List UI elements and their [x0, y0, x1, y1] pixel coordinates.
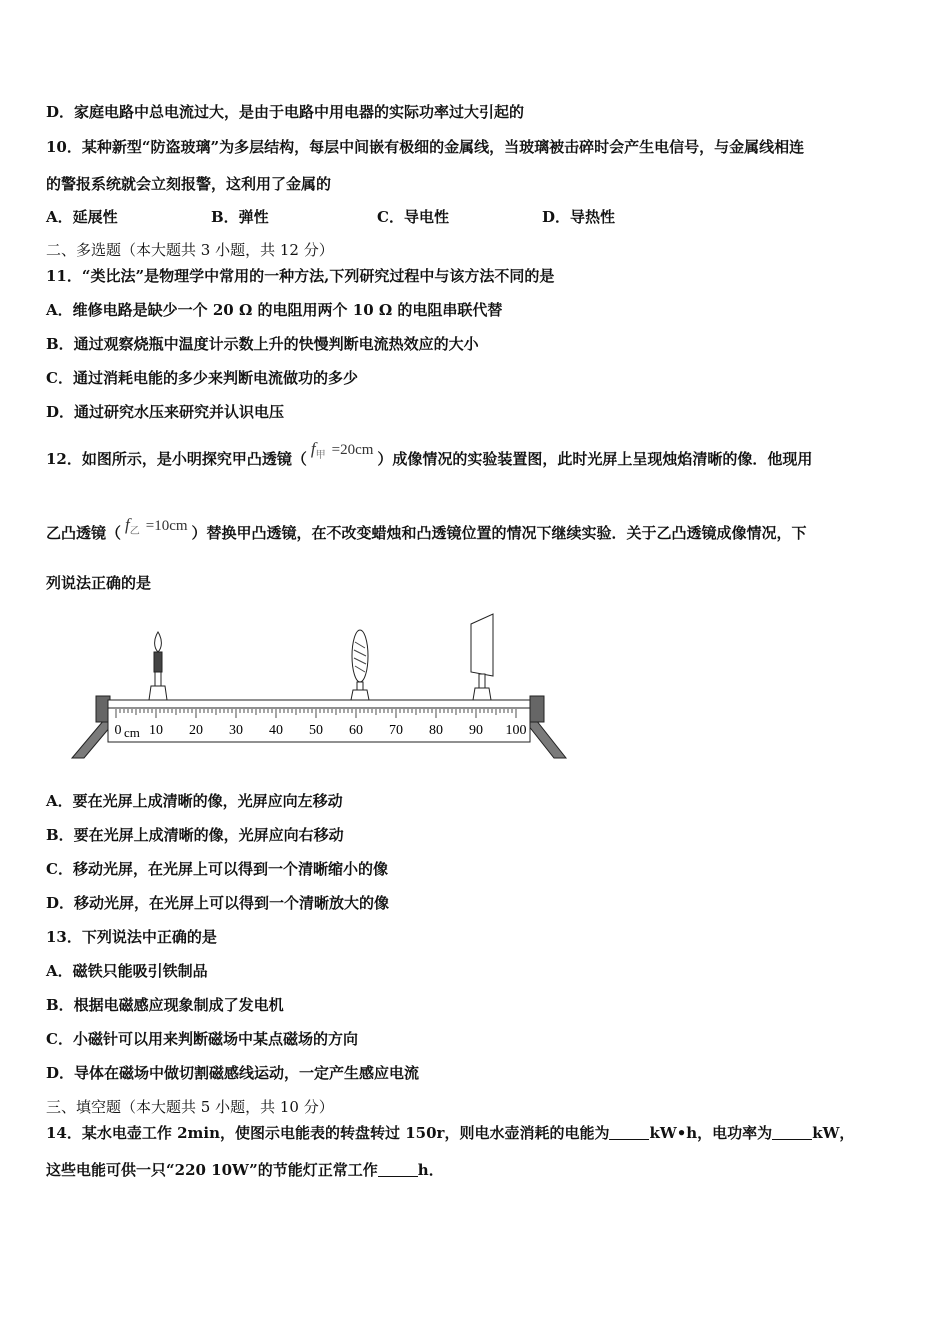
q11-option-c: C．通过消耗电能的多少来判断电流做功的多少 — [46, 369, 358, 387]
q12-line2-end: ）替换甲凸透镜，在不改变蜡烛和凸透镜位置的情况下继续实验．关于乙凸透镜成像情况，下 — [191, 524, 807, 542]
candle — [149, 632, 167, 700]
q13-option-c: C．小磁针可以用来判断磁场中某点磁场的方向 — [46, 1030, 358, 1048]
ruler-tick-label: 100 — [505, 723, 527, 738]
q13-option-d: D．导体在磁场中做切割磁感线运动，一定产生感应电流 — [46, 1064, 420, 1082]
ruler-tick-label: 10 — [149, 723, 163, 738]
q10-option-b: B．弹性 — [211, 208, 269, 226]
ruler-tick-label: 80 — [429, 723, 443, 738]
bench-rail — [108, 700, 530, 708]
section-heading-fill-in: 三、填空题（本大题共 5 小题，共 10 分） — [46, 1098, 334, 1116]
q14-text-5: h． — [417, 1161, 444, 1179]
focal-subscript-yi: 乙 — [129, 526, 140, 537]
ruler-tick-label: 40 — [269, 723, 283, 738]
q11-option-d: D．通过研究水压来研究并认识电压 — [46, 403, 285, 421]
q12-option-b: B．要在光屏上成清晰的像，光屏应向右移动 — [46, 826, 344, 844]
answer-blank-power[interactable] — [772, 1125, 812, 1140]
answer-blank-time[interactable] — [378, 1162, 418, 1177]
q10-stem-line2: 的警报系统就会立刻报警，这利用了金属的 — [46, 175, 332, 193]
light-screen — [471, 614, 493, 700]
q12-option-d: D．移动光屏，在光屏上可以得到一个清晰放大的像 — [46, 894, 390, 912]
focal-length-jia — [311, 439, 374, 466]
convex-lens — [351, 630, 369, 700]
q12-stem-line3: 列说法正确的是 — [46, 574, 152, 592]
q10-stem-line1: 10．某种新型“防盗玻璃”为多层结构，每层中间嵌有极细的金属线，当玻璃被击碎时会产生电信号，与金属线相连 — [46, 138, 805, 156]
q10-option-d: D．导热性 — [542, 208, 616, 226]
optical-bench-figure — [70, 608, 570, 760]
q11-option-b: B．通过观察烧瓶中温度计示数上升的快慢判断电流热效应的大小 — [46, 335, 479, 353]
q10-option-a: A．延展性 — [46, 208, 118, 226]
q12-option-c: C．移动光屏，在光屏上可以得到一个清晰缩小的像 — [46, 860, 388, 878]
q12-option-a: A．要在光屏上成清晰的像，光屏应向左移动 — [46, 792, 343, 810]
focal-value-jia: =20cm — [331, 442, 374, 458]
q12-stem-line2 — [46, 515, 807, 550]
answer-blank-energy[interactable] — [609, 1125, 649, 1140]
focal-length-yi — [125, 515, 188, 542]
q14-stem-line1 — [46, 1123, 854, 1143]
focal-symbol: f — [125, 515, 130, 534]
q14-text-1: 14．某水电壶工作 2min，使图示电能表的转盘转过 150r，则电水壶消耗的电能为 — [46, 1124, 610, 1142]
q13-option-a: A．磁铁只能吸引铁制品 — [46, 962, 208, 980]
q12-stem-line1 — [46, 439, 813, 476]
q13-option-b: B．根据电磁感应现象制成了发电机 — [46, 996, 284, 1014]
q13-stem: 13．下列说法中正确的是 — [46, 928, 217, 946]
q14-text-2: kW•h，电功率为 — [649, 1124, 773, 1142]
q14-text-4: 这些电能可供一只“220 10W”的节能灯正常工作 — [46, 1161, 378, 1179]
focal-subscript-jia: 甲 — [315, 450, 326, 461]
ruler-tick-label: 90 — [469, 723, 483, 738]
ruler-tick-label: 30 — [229, 723, 243, 738]
q14-stem-line2 — [46, 1160, 444, 1180]
q11-option-a: A．维修电路是缺少一个 20 Ω 的电阻用两个 10 Ω 的电阻串联代替 — [46, 301, 503, 319]
ruler-tick-label: 0 — [114, 723, 122, 738]
ruler-unit: cm — [124, 725, 140, 740]
q9-option-d: D．家庭电路中总电流过大，是由于电路中用电器的实际功率过大引起的 — [46, 103, 525, 121]
q12-line1-end: ）成像情况的实验装置图，此时光屏上呈现烛焰清晰的像．他现用 — [377, 450, 813, 468]
q12-line2-start: 乙凸透镜（ — [46, 524, 122, 542]
ruler-tick-label: 70 — [389, 723, 403, 738]
bench-right-end — [530, 696, 544, 722]
q10-option-c: C．导电性 — [377, 208, 449, 226]
focal-symbol: f — [310, 439, 316, 458]
section-heading-multiple-choice: 二、多选题（本大题共 3 小题，共 12 分） — [46, 241, 334, 259]
ruler-tick-label: 20 — [189, 723, 203, 738]
q11-stem: 11．“类比法”是物理学中常用的一种方法,下列研究过程中与该方法不同的是 — [46, 267, 555, 285]
ruler-tick-label: 50 — [309, 723, 323, 738]
focal-value-yi: =10cm — [145, 518, 188, 534]
ruler-tick-label: 60 — [349, 723, 363, 738]
q14-text-3: kW， — [812, 1124, 855, 1142]
q12-line1-start: 12．如图所示，是小明探究甲凸透镜（ — [46, 450, 307, 468]
